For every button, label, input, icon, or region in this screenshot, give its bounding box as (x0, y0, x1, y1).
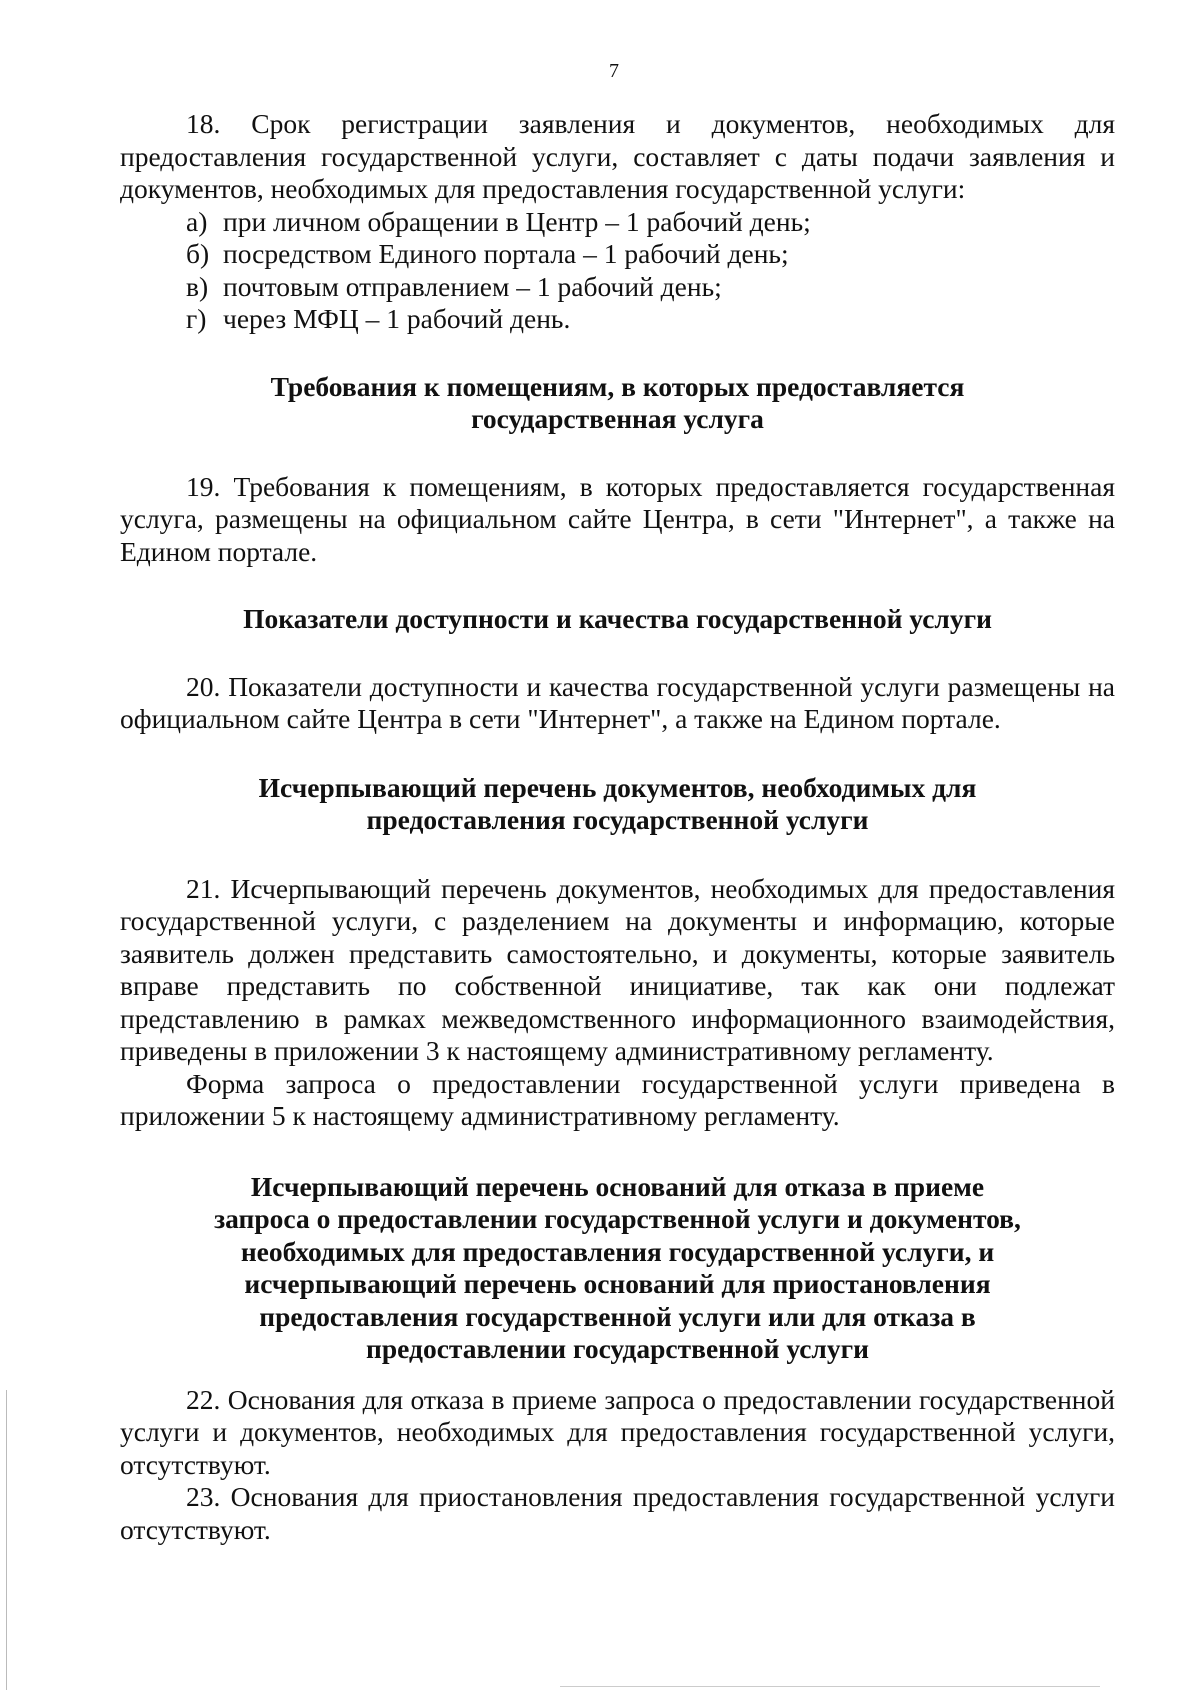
heading-premises-requirements (120, 371, 1115, 436)
paragraph-20: 20. Показатели доступности и качества государственной услуги размещены на официальном сайте Центра в сети "Интернет", а также на Едином портале. (120, 670, 1115, 734)
heading-line: Требования к помещениям, в которых предоставляется (270, 370, 965, 402)
list-marker: а) (186, 205, 208, 237)
heading-line: Исчерпывающий перечень оснований для отказа в приеме (250, 1170, 985, 1202)
list-item (120, 271, 1115, 304)
list-item-text: посредством Единого портала – 1 рабочий день; (223, 238, 789, 269)
paragraph-23: 23. Основания для приостановления предоставления государственной услуги отсутствуют. (120, 1481, 1115, 1545)
heading-line: исчерпывающий перечень оснований для приостановления (244, 1268, 991, 1299)
list-marker: б) (186, 238, 210, 269)
heading-documents-list (120, 772, 1115, 837)
document-body (120, 108, 1115, 1546)
heading-accessibility-indicators: Показатели доступности и качества государственной услуги (243, 603, 992, 634)
heading-line: государственная услуга (471, 403, 764, 434)
paragraph-22: 22. Основания для отказа в приеме запроса о предоставлении государственной услуги и документов, необходимых для предоставления государственной услуги, отсутствуют. (120, 1383, 1115, 1480)
list-item-text: при личном обращении в Центр – 1 рабочий день; (223, 205, 811, 237)
heading-line: Исчерпывающий перечень документов, необходимых для (258, 771, 977, 803)
paragraph-21: 21. Исчерпывающий перечень документов, необходимых для предоставления государственной услуги, с разделением на документы и информацию, которые заявитель должен представить самостоятельно, и документы, которые заявитель вправе представить по собственной инициативе, так как они подлежат представлению в рамках межведомственного информационного взаимодействия, приведены в приложении 3 к настоящему административному регламенту. (120, 872, 1115, 1066)
heading-line: предоставления государственной услуги или для отказа в (259, 1300, 976, 1332)
list-item (120, 206, 1115, 239)
list-item-text: почтовым отправлением – 1 рабочий день; (223, 270, 722, 302)
list-item-text: через МФЦ – 1 рабочий день. (223, 303, 571, 334)
heading-line: предоставления государственной услуги (366, 804, 869, 835)
paragraph-21-form: Форма запроса о предоставлении государственной услуги приведена в приложении 5 к настоящему административному регламенту. (120, 1067, 1115, 1131)
scan-edge-line (560, 1686, 1100, 1687)
page-number: 7 (609, 60, 619, 82)
heading-line: запроса о предоставлении государственной услуги и документов, (214, 1203, 1021, 1234)
list-item (120, 238, 1115, 271)
heading-line: необходимых для предоставления государственной услуги, и (240, 1235, 995, 1267)
heading-refusal-grounds (120, 1171, 1115, 1366)
list-marker: г) (186, 303, 207, 334)
scan-edge-line (6, 1390, 7, 1690)
paragraph-19: 19. Требования к помещениям, в которых предоставляется государственная услуга, размещены на официальном сайте Центра, в сети "Интернет", а также на Едином портале. (120, 470, 1115, 567)
list-item (120, 303, 1115, 336)
paragraph-18: 18. Срок регистрации заявления и документов, необходимых для предоставления государственной услуги, составляет с даты подачи заявления и документов, необходимых для предоставления государственной услуги: (120, 108, 1115, 204)
list-marker: в) (186, 270, 209, 302)
heading-line: предоставлении государственной услуги (366, 1333, 869, 1364)
